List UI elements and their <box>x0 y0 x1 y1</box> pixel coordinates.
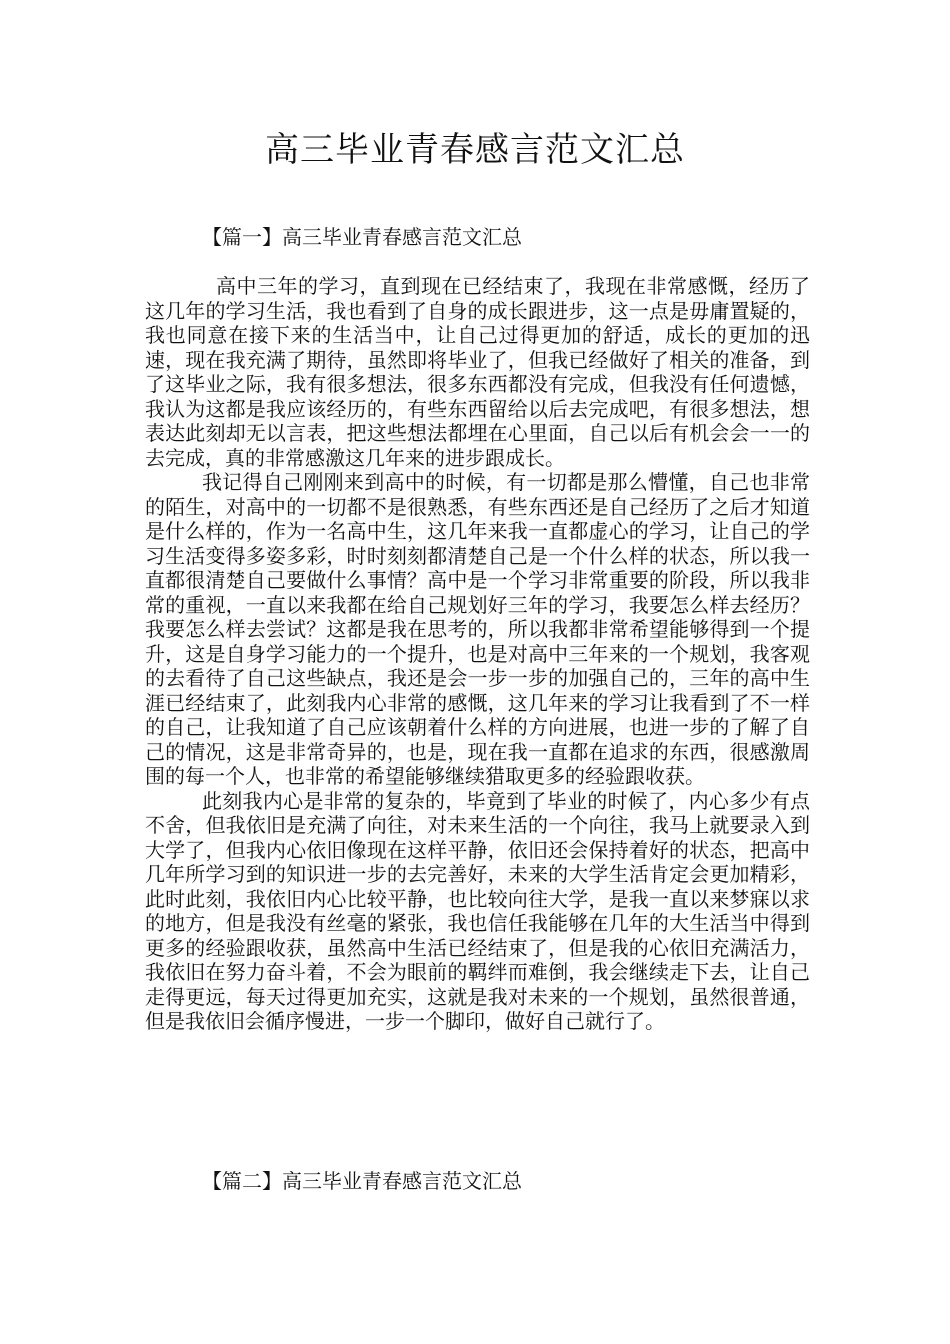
section-body-1 <box>145 274 810 1034</box>
paragraph-3: 此刻我内心是非常的复杂的，毕竟到了毕业的时候了，内心多少有点不舍，但我依旧是充满了向往，对未来生活的一个向往，我马上就要录入到大学了，但我内心依旧像现在这样平静，依旧还会保持着好的状态，把高中几年所学习到的知识进一步的去完善好，未来的大学生活肯定会更加精彩，此时此刻，我依旧内心比较平静，也比较向往大学，是我一直以来梦寐以求的地方，但是我没有丝毫的紧张，我也信任我能够在几年的大生活当中得到更多的经验跟收获，虽然高中生活已经结束了，但是我的心依旧充满活力，我依旧在努力奋斗着，不会为眼前的羁绊而难倒，我会继续走下去，让自己走得更远，每天过得更加充实，这就是我对未来的一个规划，虽然很普通，但是我依旧会循序慢进，一步一个脚印，做好自己就行了。 <box>145 788 810 1033</box>
document-title: 高三毕业青春感言范文汇总 <box>265 130 685 170</box>
section-heading-2: 【篇二】高三毕业青春感言范文汇总 <box>202 1169 522 1193</box>
paragraph-1: 高中三年的学习，直到现在已经结束了，我现在非常感慨，经历了这几年的学习生活，我也看到了自身的成长跟进步，这一点是毋庸置疑的，我也同意在接下来的生活当中，让自己过得更加的舒适，成长的更加的迅速，现在我充满了期待，虽然即将毕业了，但我已经做好了相关的准备，到了这毕业之际，我有很多想法，很多东西都没有完成，但我没有任何遗憾，我认为这都是我应该经历的，有些东西留给以后去完成吧，有很多想法，想表达此刻却无以言表，把这些想法都埋在心里面，自己以后有机会会一一的去完成，真的非常感激这几年来的进步跟成长。 <box>145 274 810 470</box>
paragraph-2: 我记得自己刚刚来到高中的时候，有一切都是那么懵懂，自己也非常的陌生，对高中的一切都不是很熟悉，有些东西还是自己经历了之后才知道是什么样的，作为一名高中生，这几年来我一直都虚心的学习，让自己的学习生活变得多姿多彩，时时刻刻都清楚自己是一个什么样的状态，所以我一直都很清楚自己要做什么事情？高中是一个学习非常重要的阶段，所以我非常的重视，一直以来我都在给自己规划好三年的学习，我要怎么样去经历？我要怎么样去尝试？这都是我在思考的，所以我都非常希望能够得到一个提升，这是自身学习能力的一个提升，也是对高中三年来的一个规划，我客观的去看待了自己这些缺点，我还是会一步一步的加强自己的，三年的高中生涯已经结束了，此刻我内心非常的感慨，这几年来的学习让我看到了不一样的自己，让我知道了自己应该朝着什么样的方向进展，也进一步的了解了自己的情况，这是非常奇异的，也是，现在我一直都在追求的东西，很感激周围的每一个人，也非常的希望能够继续猎取更多的经验跟收获。 <box>145 470 810 788</box>
section-heading-1: 【篇一】高三毕业青春感言范文汇总 <box>202 225 522 249</box>
